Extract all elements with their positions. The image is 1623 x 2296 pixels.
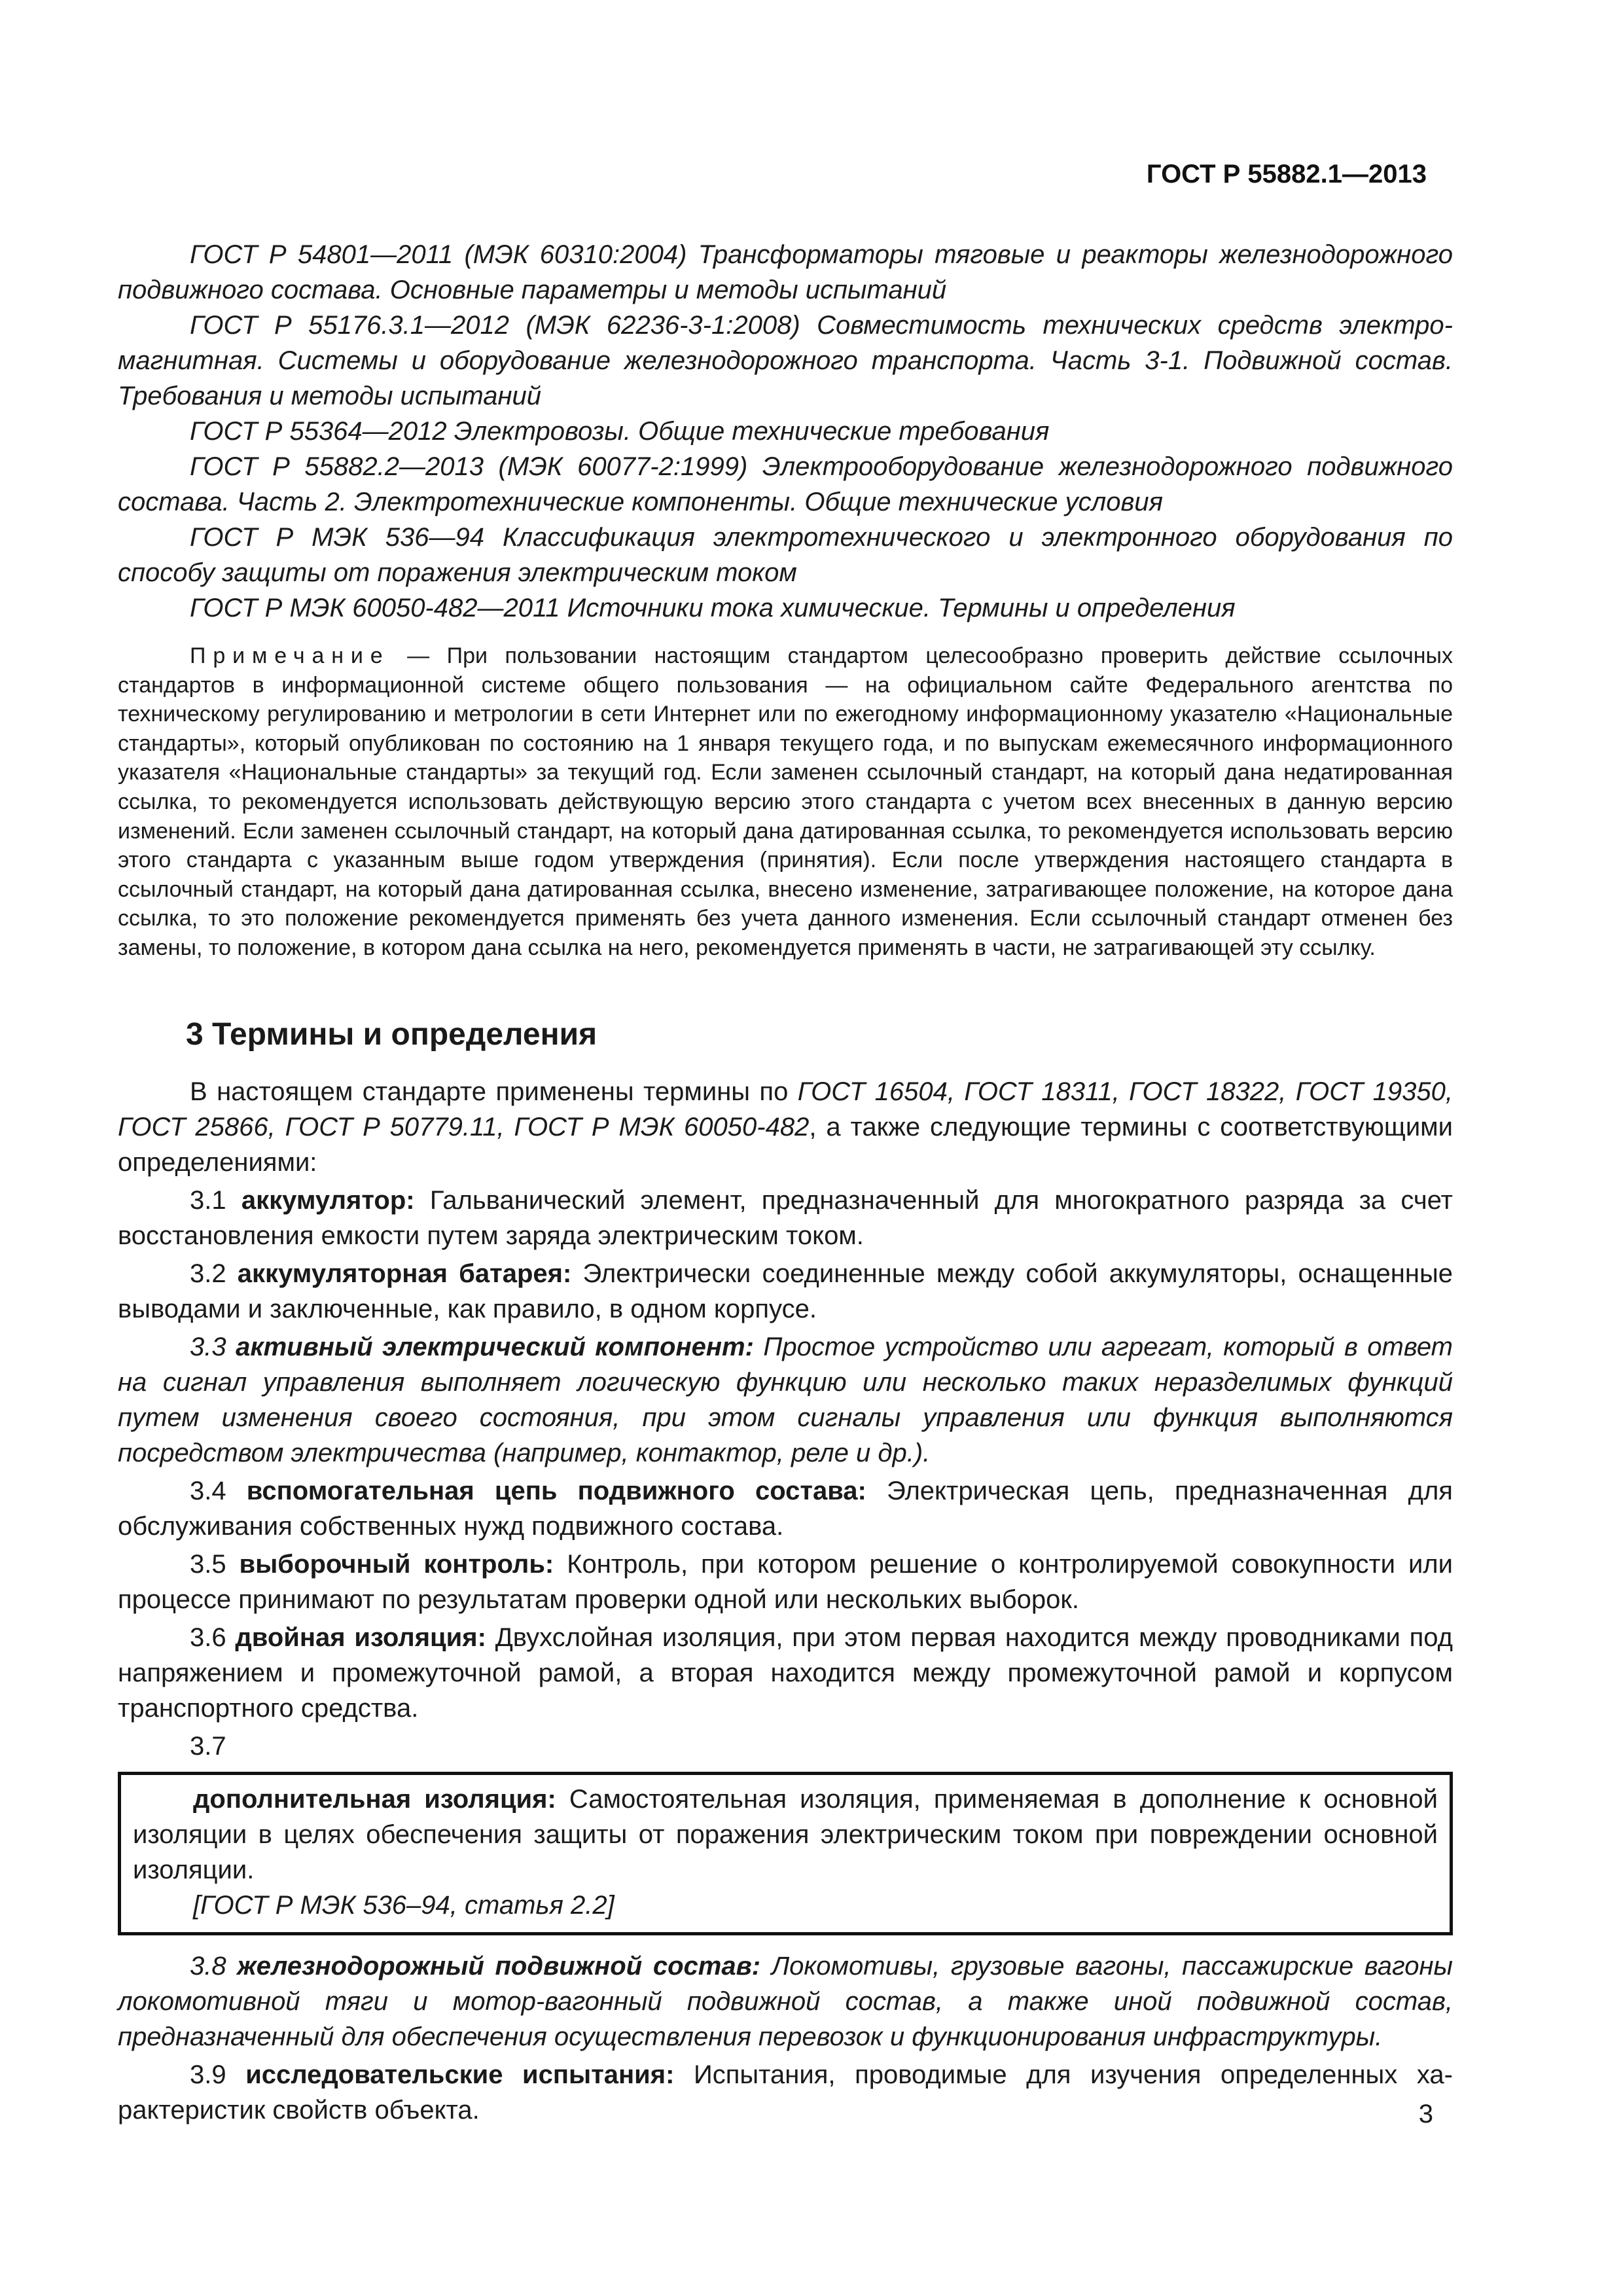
term-3-6 (118, 1620, 1453, 1726)
page-number: 3 (1418, 2100, 1433, 2128)
term-3-7-box (118, 1772, 1453, 1935)
document-code-header: ГОСТ Р 55882.1—2013 (1146, 160, 1427, 188)
term-3-9 (118, 2057, 1453, 2128)
term-3-7-number: 3.7 (190, 1731, 226, 1761)
reference-note (118, 641, 1453, 963)
term-definition: Самостоятельная изоляция, применяемая в дополнение к основной изоляции в целях обеспечения защиты от поражения электрическим током при повреждении основной изоляции. (133, 1784, 1438, 1884)
term-number: 3.8 (190, 1951, 226, 1981)
intro-text-start: В настоящем стандарте применены термины по (190, 1077, 798, 1106)
note-label: Примечание (190, 643, 390, 668)
term-3-5 (118, 1547, 1453, 1617)
note-text: — При пользовании настоящим стандартом целесообразно проверить действие ссылочных стандартов в информационной системе общего пользования — на официальном сайте Федерального агентства по техническому регулированию и метрологии в сети Интернет или по ежегодному информационному указателю «Национальные стандарты», который опубликован по состоянию на 1 января текущего года, и по выпускам ежемесячного информационного указателя «Национальные стандарты» за текущий год. Если заменен ссылочный стандарт, на который дана недатированная ссылка, то рекомендуется использовать действующую версию этого стандарта с учетом всех внесенных в данную версию изменений. Если заменен ссылочный стандарт, на который дана датированная ссылка, то рекомендуется использовать версию этого стандарта с указанным выше годом утверждения (принятия). Если после утверждения настоящего стандарта в ссылочный стандарт, на который дана датированная ссылка, внесено изменение, затрагивающее положение, на которое дана ссылка, то это положение рекомендуется применять без учета данного изменения. Если ссылочный стандарт отменен без замены, то положение, в котором дана ссылка на него, рекомендуется применять в части, не затрагивающей эту ссылку. (118, 643, 1453, 960)
term-definition: Локомотивы, грузовые вагоны, пассажирские вагоны локомотивной тяги и мотор-вагонный подвижной состав, а также иной подвижной состав, предназначенный для обеспечения осуществления перевозок и функционирования инфраструктуры. (118, 1951, 1453, 2051)
reference-gost-mek-60050: ГОСТ Р МЭК 60050-482—2011 Источники тока химические. Термины и определения (190, 594, 1236, 622)
reference-gost-55364: ГОСТ Р 55364—2012 Электровозы. Общие технические требования (190, 417, 1050, 446)
reference-gost-55882-2: ГОСТ Р 55882.2—2013 (МЭК 60077-2:1999) Электрооборудование железнодорожного подвижного состава. Часть 2. Электротехнические компоненты. Общие технические условия (118, 452, 1453, 516)
section-intro (118, 1074, 1453, 1180)
term-definition: Двухслойная изоляция, при этом первая находится между проводниками под напряжением и промежуточной рамой, а вторая находится между промежуточной рамой и корпусом транспортного средства. (118, 1623, 1453, 1723)
term-3-2 (118, 1256, 1453, 1327)
term-3-3 (118, 1329, 1453, 1471)
term-3-4 (118, 1473, 1453, 1544)
term-definition: Электрически соединенные между собой аккумуляторы, оснащенные выводами и заключенные, как правило, в одном корпусе. (118, 1259, 1453, 1323)
intro-references: ГОСТ 16504, ГОСТ 18311, ГОСТ 18322, ГОСТ 19350, ГОСТ 25866, ГОСТ Р 50779.11, ГОСТ Р МЭК 60050-482 (118, 1077, 1453, 1141)
term-number: 3.6 (190, 1623, 226, 1652)
term-definition: Гальванический элемент, предназначенный для многократного разряда за счет восстановления емкости путем заряда электрическим током. (118, 1185, 1453, 1250)
intro-text-end: , а также следующие термины с соответствующими определениями: (118, 1112, 1454, 1177)
term-title: аккумулятор: (241, 1185, 415, 1215)
term-definition: Испытания, проводимые для изучения определенных характеристик свойств объекта. (118, 2060, 1453, 2125)
reference-gost-54801: ГОСТ Р 54801—2011 (МЭК 60310:2004) Трансформаторы тяговые и реакторы железнодорожного подвижного состава. Основные параметры и методы испытаний (118, 240, 1453, 304)
term-number: 3.2 (190, 1259, 226, 1288)
term-3-8 (118, 1948, 1453, 2054)
term-source-citation: [ГОСТ Р МЭК 536–94, статья 2.2] (193, 1890, 615, 1920)
term-definition: Электрическая цепь, предназначенная для обслуживания собственных нужд подвижного состава. (118, 1476, 1453, 1541)
reference-gost-55176: ГОСТ Р 55176.3.1—2012 (МЭК 62236-3-1:2008) Совместимость технических средств электромагнитная. Системы и оборудование железнодорожного транспорта. Часть 3-1. Подвижной состав. Требования и методы испытаний (118, 311, 1453, 410)
term-definition: Простое устройство или агрегат, который в ответ на сигнал управления выполняет логическую функцию или несколько таких неразделимых функций путем изменения своего состояния, при этом сигналы управления или функция выполняются посредством электричества (например, контактор, реле и др.). (118, 1332, 1453, 1467)
term-number: 3.4 (190, 1476, 226, 1505)
term-title: аккумуляторная батарея: (237, 1259, 572, 1288)
term-number: 3.9 (190, 2060, 226, 2089)
term-title: дополнительная изоляция: (193, 1784, 556, 1814)
term-title: вспомогательная цепь подвижного состава: (246, 1476, 866, 1505)
term-3-7 (133, 1782, 1438, 1888)
page-body (118, 237, 1453, 2128)
term-number: 3.3 (190, 1332, 226, 1361)
term-title: двойная изоляция: (235, 1623, 486, 1652)
term-title: активный электрический компонент: (236, 1332, 754, 1361)
term-definition: Контроль, при котором решение о контролируемой совокупности или процессе принимают по результатам проверки одной или нескольких выборок. (118, 1549, 1453, 1614)
reference-gost-mek-536: ГОСТ Р МЭК 536—94 Классификация электротехнического и электронного оборудования по способу защиты от поражения электрическим током (118, 523, 1453, 587)
term-number: 3.1 (190, 1185, 226, 1215)
section-heading: 3 Термины и определения (186, 1016, 597, 1052)
term-title: исследовательские испытания: (245, 2060, 675, 2089)
term-3-1 (118, 1183, 1453, 1253)
term-title: выборочный контроль: (239, 1549, 554, 1579)
term-title: железнодорожный подвижной состав: (237, 1951, 761, 1981)
term-number: 3.5 (190, 1549, 226, 1579)
